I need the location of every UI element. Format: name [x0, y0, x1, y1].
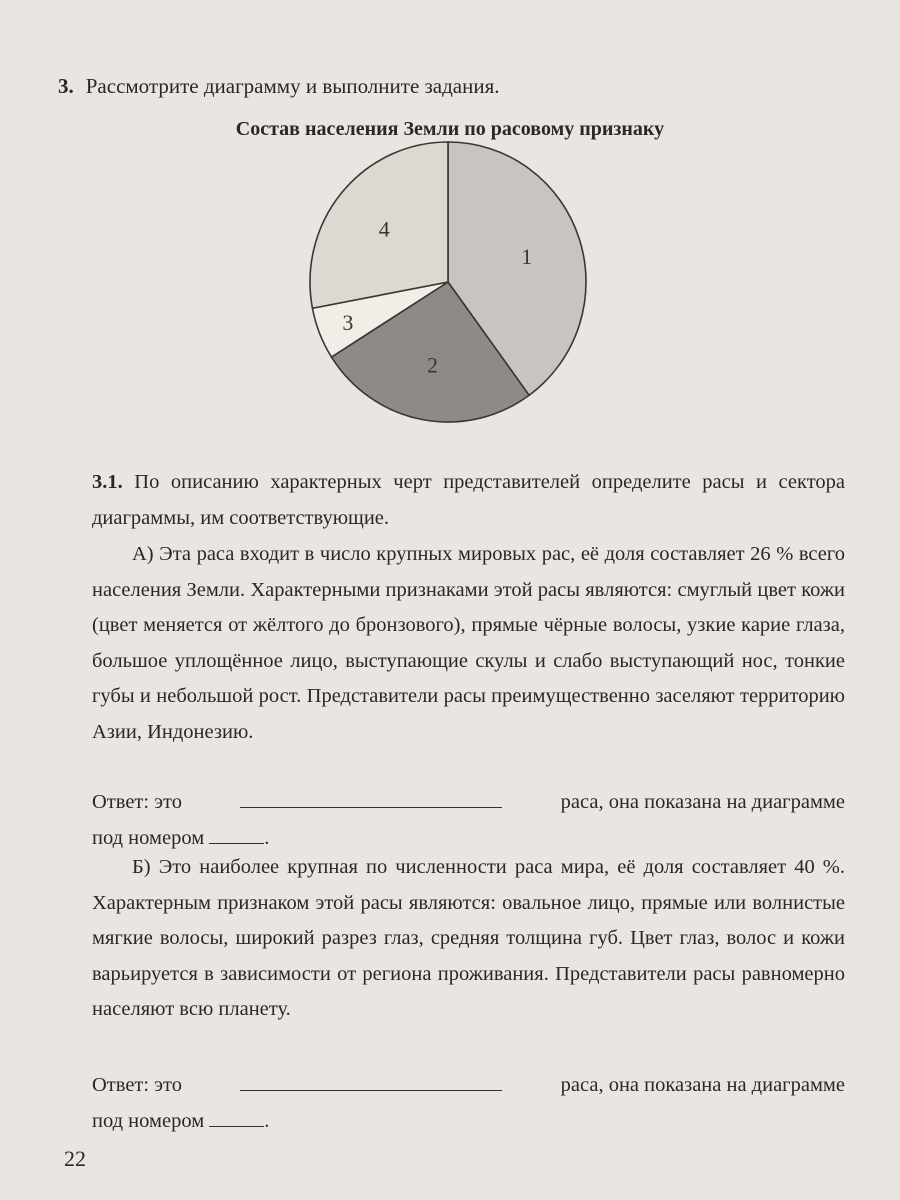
subtask-number: 3.1.	[92, 471, 123, 493]
sector-answer-blank[interactable]	[209, 825, 264, 844]
part-a-answer	[92, 785, 845, 856]
pie-label-4: 4	[378, 216, 390, 242]
answer-middle: раса, она показана на диаграмме	[560, 1074, 845, 1096]
answer-prefix: Ответ: это	[92, 791, 182, 813]
chart-title: Состав населения Земли по расовому признаку	[235, 118, 665, 140]
subtask-3-1	[92, 465, 845, 536]
sector-answer-blank[interactable]	[209, 1108, 264, 1127]
race-answer-blank[interactable]	[240, 1072, 502, 1091]
race-answer-blank[interactable]	[240, 789, 502, 808]
pie-chart	[300, 135, 600, 435]
pie-label-3: 3	[342, 310, 354, 336]
part-b-answer	[92, 1068, 845, 1139]
answer-suffix: под номером	[92, 1109, 205, 1132]
answer-prefix: Ответ: это	[92, 1074, 182, 1096]
pie-label-1: 1	[521, 244, 533, 270]
page-number: 22	[64, 1146, 86, 1171]
answer-middle: раса, она показана на диаграмме	[560, 791, 845, 813]
task-text: Рассмотрите диаграмму и выполните задания.	[85, 74, 500, 98]
period: .	[264, 826, 270, 849]
subtask-text: По описанию характерных черт представителей определите расы и сектора диаграммы, им соответствующие.	[92, 471, 845, 529]
period: .	[264, 1109, 270, 1132]
answer-suffix: под номером	[92, 826, 205, 849]
part-b-text: Б) Это наиболее крупная по численности раса мира, её доля составляет 40 %. Характерным признаком этой расы являются: овальное лицо, прямые или волнистые мягкие волосы, широкий разрез глаз, средняя толщина губ. Цвет глаз, волос и кожи варьируется в зависимости от региона проживания. Представители расы равномерно населяют всю планету.	[92, 856, 845, 1020]
part-a-text: А) Эта раса входит в число крупных мировых рас, её доля составляет 26 % всего населения Земли. Характерными признаками этой расы являются: смуглый цвет кожи (цвет меняется от жёлтого до бронзового), прямые чёрные волосы, узкие карие глаза, большое уплощённое лицо, выступающие скулы и слабо выступающий нос, тонкие губы и небольшой рост. Представители расы преимущественно заселяют территорию Азии, Индонезию.	[92, 543, 845, 743]
task-number: 3.	[58, 74, 74, 98]
pie-label-2: 2	[426, 352, 438, 378]
task-heading	[58, 74, 500, 99]
